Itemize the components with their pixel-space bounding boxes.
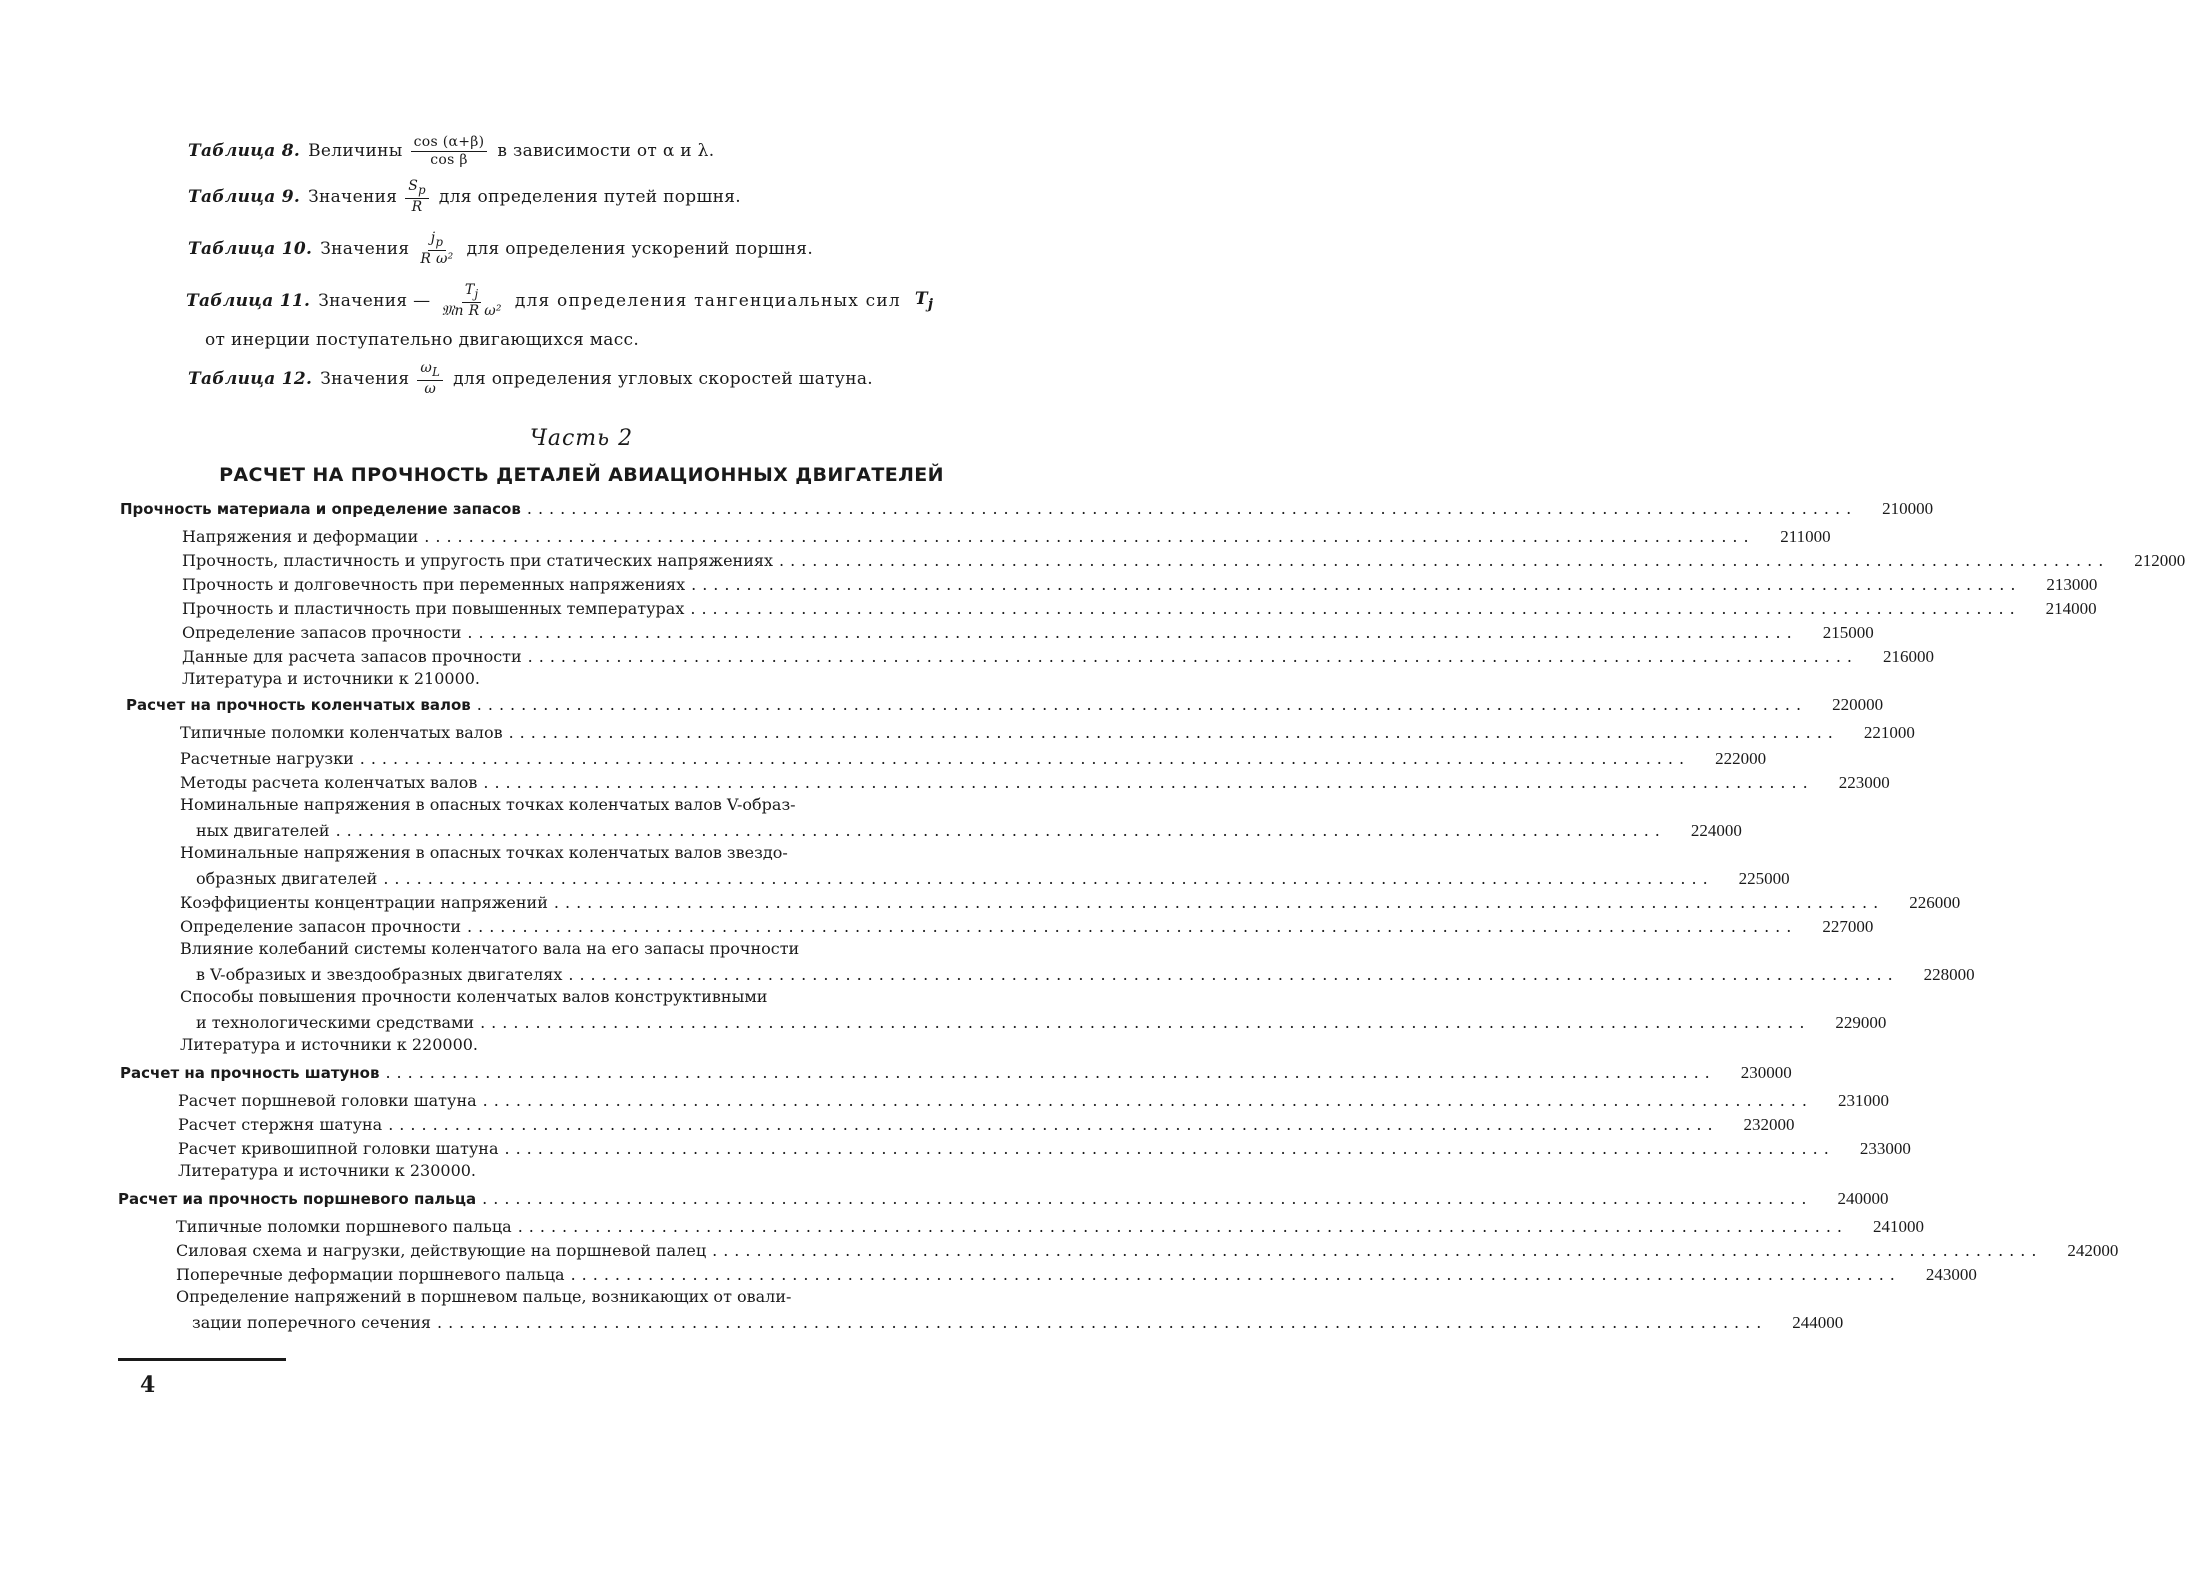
- toc-item-title: Расчет поршневой головки шатуна: [178, 1091, 477, 1110]
- toc-row[interactable]: [178, 1136, 1911, 1160]
- toc-item-title: Типичные поломки поршневого пальца: [176, 1217, 512, 1236]
- leader-dots: ........................................................................................................................: [553, 893, 1885, 912]
- toc-section-number: 220000: [1832, 695, 1884, 714]
- toc-item-number: 214000: [2045, 599, 2097, 618]
- fraction: [405, 178, 429, 217]
- leader-dots: ........................................................................................................................: [508, 723, 1839, 742]
- fraction: [438, 282, 504, 321]
- toc-item-title: образных двигателей: [196, 869, 378, 888]
- toc-row[interactable]: [196, 866, 1790, 890]
- toc-item-number: 221000: [1863, 723, 1915, 742]
- toc-item-number: 213000: [2046, 575, 2098, 594]
- table-line-11: [186, 281, 934, 320]
- table-11-continuation: от инерции поступательно двигающихся масс.: [205, 330, 640, 350]
- toc-item-number: 225000: [1738, 869, 1790, 888]
- toc-item-title: Определение запасов прочности: [182, 623, 462, 642]
- table-line-12: [188, 359, 873, 398]
- toc-item-title: Определение запасон прочности: [180, 917, 462, 936]
- table-text: в зависимости от α и λ.: [497, 141, 715, 161]
- toc-item-number: 212000: [2134, 551, 2185, 570]
- toc-row[interactable]: [180, 770, 1890, 794]
- toc-item-title: Расчет стержня шатуна: [178, 1115, 383, 1134]
- leader-dots: ........................................................................................................................: [335, 821, 1666, 840]
- leader-dots: ........................................................................................................................: [570, 1265, 1901, 1284]
- leader-dots: ........................................................................................................................: [778, 551, 2110, 570]
- leader-dots: ........................................................................................................................: [424, 527, 1755, 546]
- leader-dots: ........................................................................................................................: [383, 869, 1714, 888]
- toc-item-title: Коэффициенты концентрации напряжений: [180, 893, 548, 912]
- toc-item-title: Расчет кривошипной головки шатуна: [178, 1139, 499, 1158]
- leader-dots: ........................................................................................................................: [483, 773, 1814, 792]
- leader-dots: ........................................................................................................................: [359, 749, 1691, 768]
- table-label: Таблица 10.: [188, 239, 313, 259]
- toc-item-title: Прочность, пластичность и упругость при статических напряжениях: [182, 551, 773, 570]
- toc-item-number: 231000: [1837, 1091, 1889, 1110]
- leader-dots: ........................................................................................................................: [690, 599, 2021, 618]
- toc-row[interactable]: [180, 890, 1961, 914]
- fraction: [417, 230, 456, 269]
- table-label: Таблица 12.: [188, 369, 313, 389]
- table-line-10: [188, 229, 814, 268]
- toc-item-number: 211000: [1780, 527, 1831, 546]
- toc-item-title: Прочность и пластичность при повышенных температурах: [182, 599, 685, 618]
- table-line-9: [188, 177, 741, 216]
- toc-item-title-line1[interactable]: Влияние колебаний системы коленчатого вала на его запасы прочности: [180, 939, 800, 958]
- fraction-denominator: R: [411, 199, 423, 216]
- toc-item-title: Напряжения и деформации: [182, 527, 419, 546]
- table-text: Величины: [308, 141, 403, 161]
- toc-item-number: 216000: [1882, 647, 1934, 666]
- toc-item-title: в V-образиых и звездообразных двигателях: [196, 965, 563, 984]
- toc-item-number: 244000: [1792, 1313, 1844, 1332]
- leader-dots: ........................................................................................................................: [385, 1063, 1716, 1082]
- fraction-numerator: $\omega_L$: [417, 360, 443, 382]
- toc-row[interactable]: [176, 1262, 1977, 1286]
- leader-dots: ........................................................................................................................: [712, 1241, 2043, 1260]
- fraction-denominator: cos β: [430, 151, 468, 168]
- toc-item-title: Типичные поломки коленчатых валов: [180, 723, 503, 742]
- toc-section-title: Расчет на прочность шатунов: [120, 1064, 380, 1082]
- table-text: для определения путей поршня.: [438, 187, 741, 207]
- leader-dots: ........................................................................................................................: [482, 1091, 1813, 1110]
- toc-row[interactable]: [178, 1088, 1889, 1112]
- fraction: [411, 134, 488, 169]
- leader-dots: ........................................................................................................................: [388, 1115, 1719, 1134]
- toc-row[interactable]: [180, 720, 1915, 744]
- table-text: для определения угловых скоростей шатуна.: [453, 369, 873, 389]
- section-title: РАСЧЕТ НА ПРОЧНОСТЬ ДЕТАЛЕЙ АВИАЦИОННЫХ ДВИГАТЕЛЕЙ: [219, 464, 944, 486]
- toc-literature[interactable]: Литература и источники к 220000.: [180, 1035, 479, 1054]
- table-label: Таблица 9.: [188, 187, 301, 207]
- leader-dots: ........................................................................................................................: [504, 1139, 1835, 1158]
- toc-row[interactable]: [182, 548, 2185, 572]
- table-line-8: [188, 134, 714, 168]
- toc-item-number: 233000: [1859, 1139, 1911, 1158]
- leader-dots: ........................................................................................................................: [482, 1189, 1813, 1208]
- page-number: 4: [140, 1372, 156, 1398]
- leader-dots: ........................................................................................................................: [691, 575, 2022, 594]
- toc-item-number: 228000: [1923, 965, 1975, 984]
- table-label: Таблица 11.: [186, 291, 311, 311]
- toc-row[interactable]: [182, 644, 1934, 668]
- toc-item-title: ных двигателей: [196, 821, 330, 840]
- toc-section-row[interactable]: [120, 1060, 1792, 1084]
- toc-row[interactable]: [178, 1112, 1795, 1136]
- toc-item-title: зации поперечного сечения: [192, 1313, 431, 1332]
- leader-dots: ........................................................................................................................: [517, 1217, 1848, 1236]
- toc-row[interactable]: [182, 596, 2097, 620]
- toc-item-title: Поперечные деформации поршневого пальца: [176, 1265, 565, 1284]
- fraction-denominator: ω: [424, 381, 437, 398]
- toc-row[interactable]: [180, 914, 1874, 938]
- leader-dots: ........................................................................................................................: [467, 623, 1798, 642]
- toc-item-title-line1[interactable]: Определение напряжений в поршневом пальце, возникающих от овали-: [176, 1287, 792, 1306]
- table-text: для определения тангенциальных сил: [514, 291, 901, 311]
- leader-dots: ........................................................................................................................: [476, 695, 1808, 714]
- toc-section-title: Прочность материала и определение запасов: [120, 500, 521, 518]
- toc-section-title: Расчет на прочность коленчатых валов: [126, 696, 471, 714]
- part-title: Часть 2: [529, 426, 634, 451]
- toc-item-number: 242000: [2067, 1241, 2119, 1260]
- toc-item-number: 241000: [1873, 1217, 1924, 1236]
- toc-row[interactable]: [182, 572, 2098, 596]
- toc-item-number: 229000: [1835, 1013, 1887, 1032]
- toc-literature[interactable]: Литература и источники к 230000.: [178, 1161, 477, 1180]
- toc-section-number: 240000: [1837, 1189, 1889, 1208]
- toc-item-title-line1[interactable]: Номинальные напряжения в опасных точках коленчатых валов звездо-: [180, 843, 788, 862]
- toc-item-number: 224000: [1690, 821, 1742, 840]
- toc-section-row[interactable]: [118, 1186, 1889, 1210]
- toc-item-title: Силовая схема и нагрузки, действующие на поршневой палец: [176, 1241, 707, 1260]
- toc-item-title: Прочность и долговечность при переменных напряжениях: [182, 575, 686, 594]
- toc-row[interactable]: [196, 818, 1742, 842]
- toc-item-title: Методы расчета коленчатых валов: [180, 773, 478, 792]
- table-text: для определения ускорений поршня.: [466, 239, 814, 259]
- toc-row[interactable]: [180, 746, 1767, 770]
- toc-item-number: 215000: [1822, 623, 1874, 642]
- toc-section-number: 210000: [1882, 499, 1934, 518]
- fraction-numerator: $T_j$: [462, 282, 482, 304]
- fraction: [417, 360, 443, 399]
- toc-section-title: Расчет иа прочность поршневого пальца: [118, 1190, 477, 1208]
- toc-item-number: 227000: [1822, 917, 1874, 936]
- leader-dots: ........................................................................................................................: [526, 499, 1858, 518]
- toc-item-number: 223000: [1838, 773, 1890, 792]
- leader-dots: ........................................................................................................................: [480, 1013, 1811, 1032]
- toc-row[interactable]: [182, 620, 1874, 644]
- toc-item-number: 226000: [1909, 893, 1961, 912]
- toc-item-number: 243000: [1925, 1265, 1977, 1284]
- toc-literature[interactable]: Литература и источники к 210000.: [182, 669, 481, 688]
- leader-dots: ........................................................................................................................: [568, 965, 1899, 984]
- fraction-numerator: cos (α+β): [411, 134, 488, 152]
- fraction-numerator: $j_p$: [428, 230, 446, 252]
- leader-dots: ........................................................................................................................: [436, 1313, 1768, 1332]
- toc-row[interactable]: [182, 524, 1831, 548]
- toc-item-title: и технологическими средствами: [196, 1013, 475, 1032]
- table-text: Значения: [320, 369, 410, 389]
- leader-dots: ........................................................................................................................: [527, 647, 1858, 666]
- toc-row[interactable]: [192, 1310, 1844, 1334]
- table-text: Значения: [320, 239, 410, 259]
- fraction-numerator: $S_p$: [405, 178, 429, 200]
- table-text: Значения: [308, 187, 398, 207]
- toc-row[interactable]: [196, 962, 1975, 986]
- toc-item-title: Расчетные нагрузки: [180, 749, 354, 768]
- force-symbol: $T_j$: [914, 289, 934, 313]
- toc-section-row[interactable]: [120, 496, 1934, 520]
- toc-item-number: 232000: [1743, 1115, 1795, 1134]
- toc-row[interactable]: [176, 1238, 2119, 1262]
- toc-item-title-line1[interactable]: Номинальные напряжения в опасных точках коленчатых валов V-образ-: [180, 795, 796, 814]
- toc-row[interactable]: [176, 1214, 1924, 1238]
- table-text: Значения —: [318, 291, 431, 311]
- toc-item-title-line1[interactable]: Способы повышения прочности коленчатых валов конструктивными: [180, 987, 768, 1006]
- toc-item-number: 222000: [1715, 749, 1767, 768]
- footer-rule: [118, 1358, 286, 1361]
- toc-row[interactable]: [196, 1010, 1887, 1034]
- toc-section-number: 230000: [1740, 1063, 1792, 1082]
- toc-item-title: Данные для расчета запасов прочности: [182, 647, 522, 666]
- toc-section-row[interactable]: [126, 692, 1884, 716]
- table-label: Таблица 8.: [188, 141, 301, 161]
- leader-dots: ........................................................................................................................: [467, 917, 1798, 936]
- fraction-denominator: 𝔐п R ω²: [441, 303, 502, 320]
- fraction-denominator: R ω²: [420, 251, 454, 268]
